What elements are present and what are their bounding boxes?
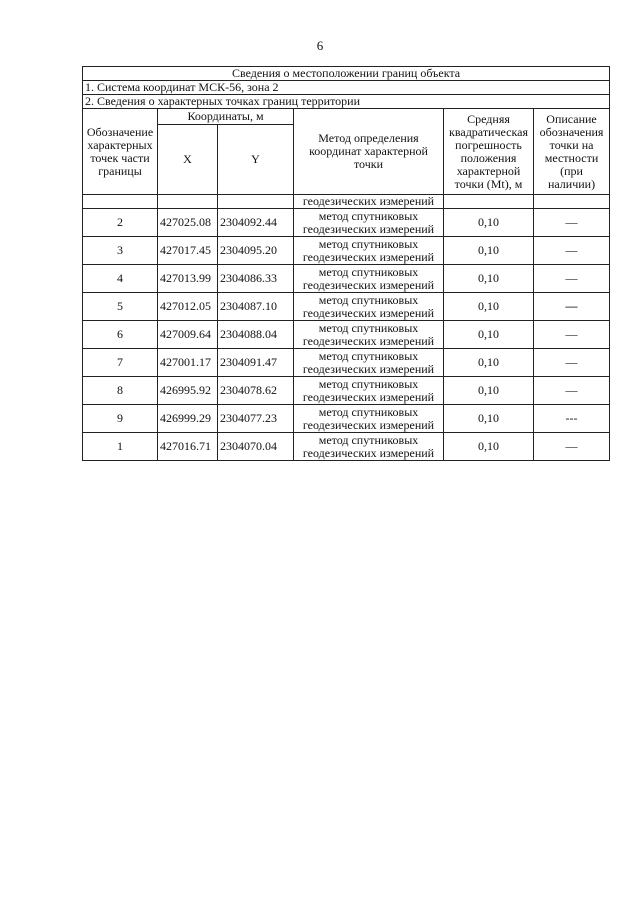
header-coordinates: Координаты, м [158,109,294,125]
table-row [83,265,610,293]
cell-y: 2304088.04 [218,321,294,349]
cell-method [294,209,444,237]
cell-y: 2304095.20 [218,237,294,265]
cell-x: 427017.45 [158,237,218,265]
method-line-2: геодезических измерений [302,221,435,236]
cell-error: 0,10 [444,405,534,433]
cell-x: 427009.64 [158,321,218,349]
method-line-1: метод спутниковых [318,348,419,363]
cell-method [294,321,444,349]
cell-description [534,237,610,265]
cell-point: 2 [83,209,158,237]
method-line-1: метод спутниковых [318,432,419,447]
cell-empty [83,195,158,209]
cell-y: 2304092.44 [218,209,294,237]
cell-point: 5 [83,293,158,321]
cell-error: 0,10 [444,321,534,349]
method-line-1: метод спутниковых [318,264,419,279]
cell-description [534,433,610,461]
cell-x: 427016.71 [158,433,218,461]
cell-point: 3 [83,237,158,265]
method-line-1: метод спутниковых [318,404,419,419]
method-line-2: геодезических измерений [302,305,435,320]
cell-method [294,405,444,433]
cell-error: 0,10 [444,237,534,265]
table-row [83,377,610,405]
cell-point: 9 [83,405,158,433]
cell-point: 6 [83,321,158,349]
header-method: Метод определения координат характерной точки [294,109,444,195]
cell-y: 2304078.62 [218,377,294,405]
page-number: 6 [316,38,324,53]
dash-mark: — [565,299,578,313]
dash-mark: — [565,271,578,285]
cell-x: 426999.29 [158,405,218,433]
table-row [83,195,610,209]
cell-description [534,321,610,349]
cell-empty [444,195,534,209]
dash-mark: — [565,383,578,397]
table-row [83,349,610,377]
method-line-2: геодезических измерений [302,389,435,404]
dash-mark: — [565,243,578,257]
cell-empty [158,195,218,209]
cell-description [534,209,610,237]
table-row [83,321,610,349]
table-row [83,433,610,461]
dash-mark: — [565,355,578,369]
header-error: Средняя квадратическая погрешность положения характерной точки (Mt), м [444,109,534,195]
dash-mark: — [565,215,578,229]
cell-error: 0,10 [444,433,534,461]
cell-x: 427001.17 [158,349,218,377]
cell-description [534,293,610,321]
cell-x: 427013.99 [158,265,218,293]
method-line-1: метод спутниковых [318,292,419,307]
cell-y: 2304086.33 [218,265,294,293]
table-row [83,293,610,321]
cell-empty [534,195,610,209]
method-line-2: геодезических измерений [302,333,435,348]
method-line-2: геодезических измерений [302,277,435,292]
dash-mark: — [565,439,578,453]
table-row [83,405,610,433]
cell-error: 0,10 [444,349,534,377]
cell-y: 2304070.04 [218,433,294,461]
cell-error: 0,10 [444,377,534,405]
dash-mark: — [565,327,578,341]
cell-description [534,349,610,377]
header-y: Y [218,125,294,195]
cell-description [534,265,610,293]
cell-method [294,377,444,405]
dash-mark: --- [565,411,578,425]
cell-y: 2304077.23 [218,405,294,433]
cell-y: 2304087.10 [218,293,294,321]
method-line-2: геодезических измерений [302,417,435,432]
method-line-1: метод спутниковых [318,320,419,335]
method-line-1: метод спутниковых [318,376,419,391]
header-designation: Обозначение характерных точек части границы [83,109,158,195]
section-heading: 2. Сведения о характерных точках границ территории [83,95,610,109]
coordinate-system: 1. Система координат МСК-56, зона 2 [83,81,610,95]
method-line-2: геодезических измерений [302,361,435,376]
method-line-1: метод спутниковых [318,236,419,251]
cell-method [294,293,444,321]
boundary-table [82,66,610,461]
cell-point: 8 [83,377,158,405]
cell-method [294,433,444,461]
cell-method-continuation: геодезических измерений [294,195,444,209]
cell-point: 1 [83,433,158,461]
cell-y: 2304091.47 [218,349,294,377]
cell-x: 427012.05 [158,293,218,321]
cell-method [294,265,444,293]
cell-description [534,377,610,405]
method-line-2: геодезических измерений [302,445,435,460]
cell-x: 426995.92 [158,377,218,405]
header-x: X [158,125,218,195]
cell-point: 7 [83,349,158,377]
header-description: Описание обозначения точки на местности (при наличии) [534,109,610,195]
method-line-1: метод спутниковых [318,208,419,223]
cell-empty [218,195,294,209]
cell-error: 0,10 [444,265,534,293]
cell-method [294,237,444,265]
table-row [83,237,610,265]
table-row [83,209,610,237]
cell-point: 4 [83,265,158,293]
cell-description [534,405,610,433]
table-title: Сведения о местоположении границ объекта [83,67,610,81]
cell-x: 427025.08 [158,209,218,237]
method-line-2: геодезических измерений [302,249,435,264]
cell-error: 0,10 [444,209,534,237]
cell-error: 0,10 [444,293,534,321]
cell-method [294,349,444,377]
